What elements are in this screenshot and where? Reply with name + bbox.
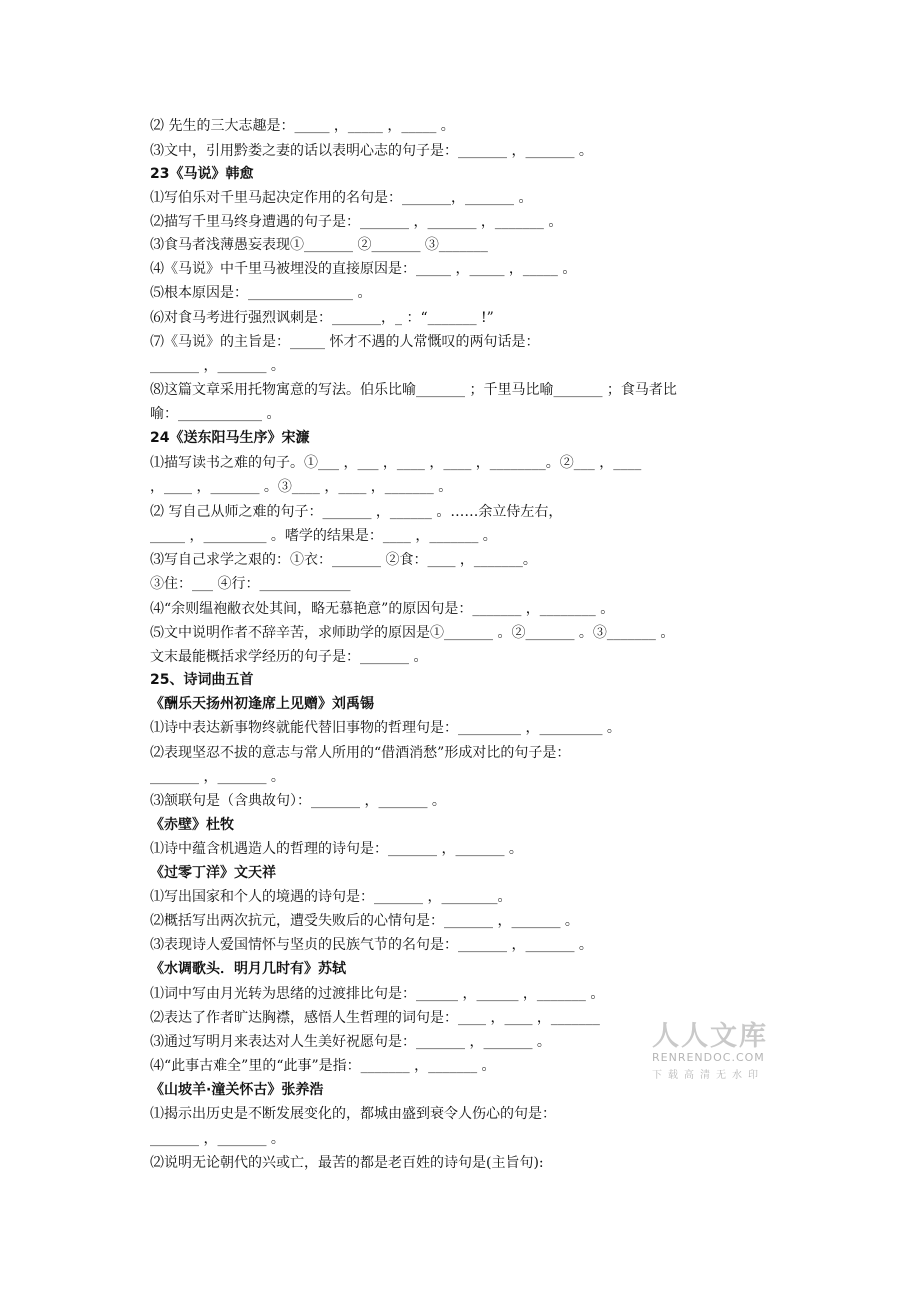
poem-title: 《赤壁》杜牧 xyxy=(150,817,234,833)
watermark-subtitle: 下载高清无水印 xyxy=(652,1070,764,1081)
watermark-logo xyxy=(652,1014,782,1081)
watermark-title: 人人文库 xyxy=(652,1021,768,1052)
text-line: ⑷“此事古难全”里的“此事”是指：_______ ，_______ 。 xyxy=(150,1058,496,1074)
text-line: _______ ，_______ 。 xyxy=(150,1131,285,1147)
text-line: ③住：___ ④行：_____________ xyxy=(150,576,351,592)
text-line: ⑸根本原因是：_______________ 。 xyxy=(150,285,372,301)
text-line: ⑵ 写自己从师之难的句子：_______ ，______ 。……余立侍左右， xyxy=(150,504,563,520)
poem-title: 《山坡羊·潼关怀古》张养浩 xyxy=(150,1082,324,1098)
text-line: ⑻这篇文章采用托物寓意的写法。伯乐比喻_______ ；千里马比喻_______ ；食马者比 xyxy=(150,382,677,398)
text-line: ⑴写伯乐对千里马起决定作用的名句是：_______，_______ 。 xyxy=(150,190,533,206)
text-line: _____ ，_________ 。嗜学的结果是：____ ，_______ 。 xyxy=(150,528,497,544)
poem-title: 《酬乐天扬州初逢席上见赠》刘禹锡 xyxy=(150,696,374,712)
text-line: _______ ，_______ 。 xyxy=(150,769,285,785)
text-line: 喻：____________ 。 xyxy=(150,406,281,422)
text-line: ⑴词中写由月光转为思绪的过渡排比句是：______ ，______ ，_______ 。 xyxy=(150,986,605,1002)
text-line: ⑵说明无论朝代的兴或亡，最苦的都是老百姓的诗句是(主旨句): xyxy=(150,1155,544,1171)
section-heading: 23《马说》韩愈 xyxy=(150,166,254,182)
watermark-url: RENRENDOC.COM xyxy=(652,1051,765,1064)
text-line: ⑵表达了作者旷达胸襟，感悟人生哲理的词句是：____ ，____ ，_______ xyxy=(150,1010,600,1026)
text-line: ⑴描写读书之难的句子。①___ ，___ ，____ ，____ ，________。②___ ，____ xyxy=(150,455,642,471)
text-line: ⑵概括写出两次抗元，遭受失败后的心情句是：_______ ，_______ 。 xyxy=(150,913,579,929)
text-line: ⑵ 先生的三大志趣是：_____ ，_____ ，_____ 。 xyxy=(150,118,455,134)
text-line: 文末最能概括求学经历的句子是：_______ 。 xyxy=(150,649,428,665)
text-line: ⑶表现诗人爱国情怀与坚贞的民族气节的名句是：_______ ，_______ 。 xyxy=(150,937,593,953)
text-line: ⑶文中，引用黔娄之妻的话以表明心志的句子是：_______ ，_______ 。 xyxy=(150,143,593,159)
text-line: ⑶颔联句是（含典故句）：_______ ，_______ 。 xyxy=(150,793,446,809)
text-line: ⑵描写千里马终身遭遇的句子是：_______ ，_______ ，_______ 。 xyxy=(150,214,563,230)
poem-title: 《过零丁洋》文天祥 xyxy=(150,865,276,881)
text-line: ⑷“余则缊袍敝衣处其间，略无慕艳意”的原因句是：_______ ，________ 。 xyxy=(150,601,615,617)
text-line: ⑴写出国家和个人的境遇的诗句是：_______ ，________。 xyxy=(150,889,512,905)
text-line: ⑴诗中表达新事物终就能代替旧事物的哲理句是：_________ ，_________ 。 xyxy=(150,720,621,736)
text-line: ⑶食马者浅薄愚妄表现①_______ ②_______ ③_______ xyxy=(150,237,488,253)
text-line: ⑸文中说明作者不辞辛苦，求师助学的原因是①_______ 。②_______ 。③_______ 。 xyxy=(150,625,675,641)
text-line: ⑹对食马考进行强烈讽刺是：_______，_ ：“_______ !” xyxy=(150,310,494,326)
text-line: ⑴揭示出历史是不断发展变化的，都城由盛到衰令人伤心的句是： xyxy=(150,1106,556,1122)
text-line: ⑴诗中蕴含机遇造人的哲理的诗句是：_______ ，_______ 。 xyxy=(150,841,523,857)
text-line: ⑶写自己求学之艰的：①衣：_______ ②食：____ ，_______。 xyxy=(150,552,537,568)
text-line: _______ ，_______ 。 xyxy=(150,358,285,374)
poem-title: 《水调歌头．明月几时有》苏轼 xyxy=(150,961,346,977)
text-line: ⑷《马说》中千里马被埋没的直接原因是：_____ ，_____ ，_____ 。 xyxy=(150,261,577,277)
text-line: ⑶通过写明月来表达对人生美好祝愿句是：_______ ，_______ 。 xyxy=(150,1034,551,1050)
text-line: ⑵表现坚忍不拔的意志与常人所用的“借酒消愁”形成对比的句子是： xyxy=(150,745,571,761)
text-line: ⑺《马说》的主旨是：_____ 怀才不遇的人常慨叹的两句话是： xyxy=(150,334,540,350)
text-line: ，____ ，_______ 。③____ ，____ ，_______ 。 xyxy=(150,479,453,495)
section-heading: 25、诗词曲五首 xyxy=(150,672,254,688)
section-heading: 24《送东阳马生序》宋濂 xyxy=(150,430,310,446)
